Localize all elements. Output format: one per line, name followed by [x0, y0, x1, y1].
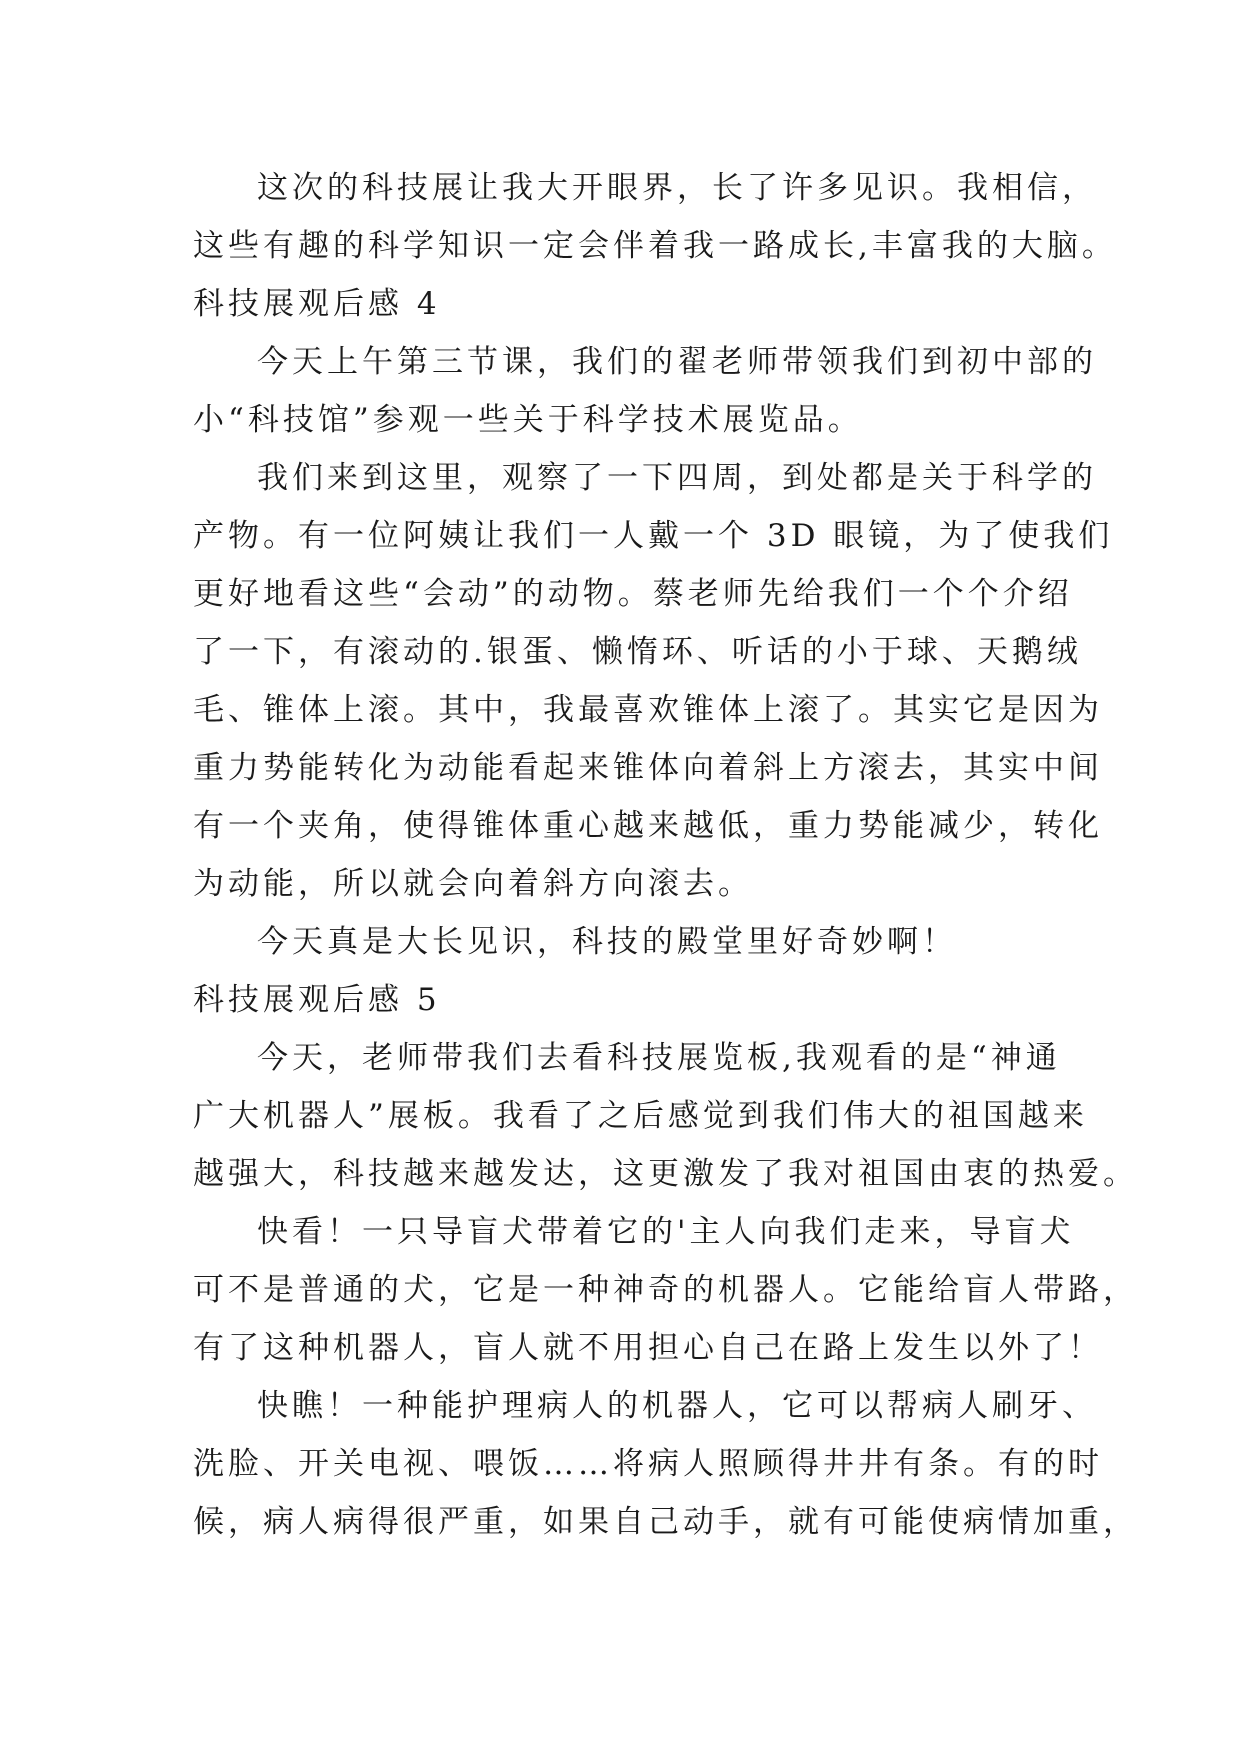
paragraph-line: 广大机器人”展板。我看了之后感觉到我们伟大的祖国越来	[193, 1098, 1088, 1134]
paragraph-line: 今天真是大长见识，科技的殿堂里好奇妙啊！	[257, 924, 957, 960]
paragraph-line: 产物。有一位阿姨让我们一人戴一个 3D 眼镜，为了使我们	[193, 518, 1114, 554]
paragraph-line: 这些有趣的科学知识一定会伴着我一路成长,丰富我的大脑。	[193, 228, 1117, 264]
paragraph-line: 今天，老师带我们去看科技展览板,我观看的是“神通	[257, 1040, 1061, 1076]
section-heading: 科技展观后感 5	[193, 982, 441, 1018]
paragraph-line: 毛、锥体上滚。其中，我最喜欢锥体上滚了。其实它是因为	[193, 692, 1103, 728]
paragraph-line: 了一下，有滚动的.银蛋、懒惰环、听话的小于球、天鹅绒	[193, 634, 1082, 670]
paragraph-line: 有一个夹角，使得锥体重心越来越低，重力势能减少，转化	[193, 808, 1103, 844]
paragraph-line: 小“科技馆”参观一些关于科学技术展览品。	[193, 402, 863, 438]
paragraph-line: 今天上午第三节课，我们的翟老师带领我们到初中部的	[257, 344, 1097, 380]
paragraph-line: 快瞧！一种能护理病人的机器人，它可以帮病人刷牙、	[257, 1388, 1097, 1424]
paragraph-line: 洗脸、开关电视、喂饭……将病人照顾得井井有条。有的时	[193, 1446, 1103, 1482]
paragraph-line: 越强大，科技越来越发达，这更激发了我对祖国由衷的热爱。	[193, 1156, 1138, 1192]
paragraph-line: 为动能，所以就会向着斜方向滚去。	[193, 866, 753, 902]
paragraph-line: 候，病人病得很严重，如果自己动手，就有可能使病情加重，	[193, 1504, 1138, 1540]
paragraph-line: 可不是普通的犬，它是一种神奇的机器人。它能给盲人带路，	[193, 1272, 1138, 1308]
paragraph-line: 我们来到这里，观察了一下四周，到处都是关于科学的	[257, 460, 1097, 496]
paragraph-line: 更好地看这些“会动”的动物。蔡老师先给我们一个个介绍	[193, 576, 1073, 612]
section-heading: 科技展观后感 4	[193, 286, 441, 322]
paragraph-line: 这次的科技展让我大开眼界，长了许多见识。我相信，	[257, 170, 1097, 206]
paragraph-line: 有了这种机器人，盲人就不用担心自己在路上发生以外了！	[193, 1330, 1103, 1366]
paragraph-line: 快看！一只导盲犬带着它的'主人向我们走来，导盲犬	[257, 1214, 1075, 1250]
paragraph-line: 重力势能转化为动能看起来锥体向着斜上方滚去，其实中间	[193, 750, 1103, 786]
